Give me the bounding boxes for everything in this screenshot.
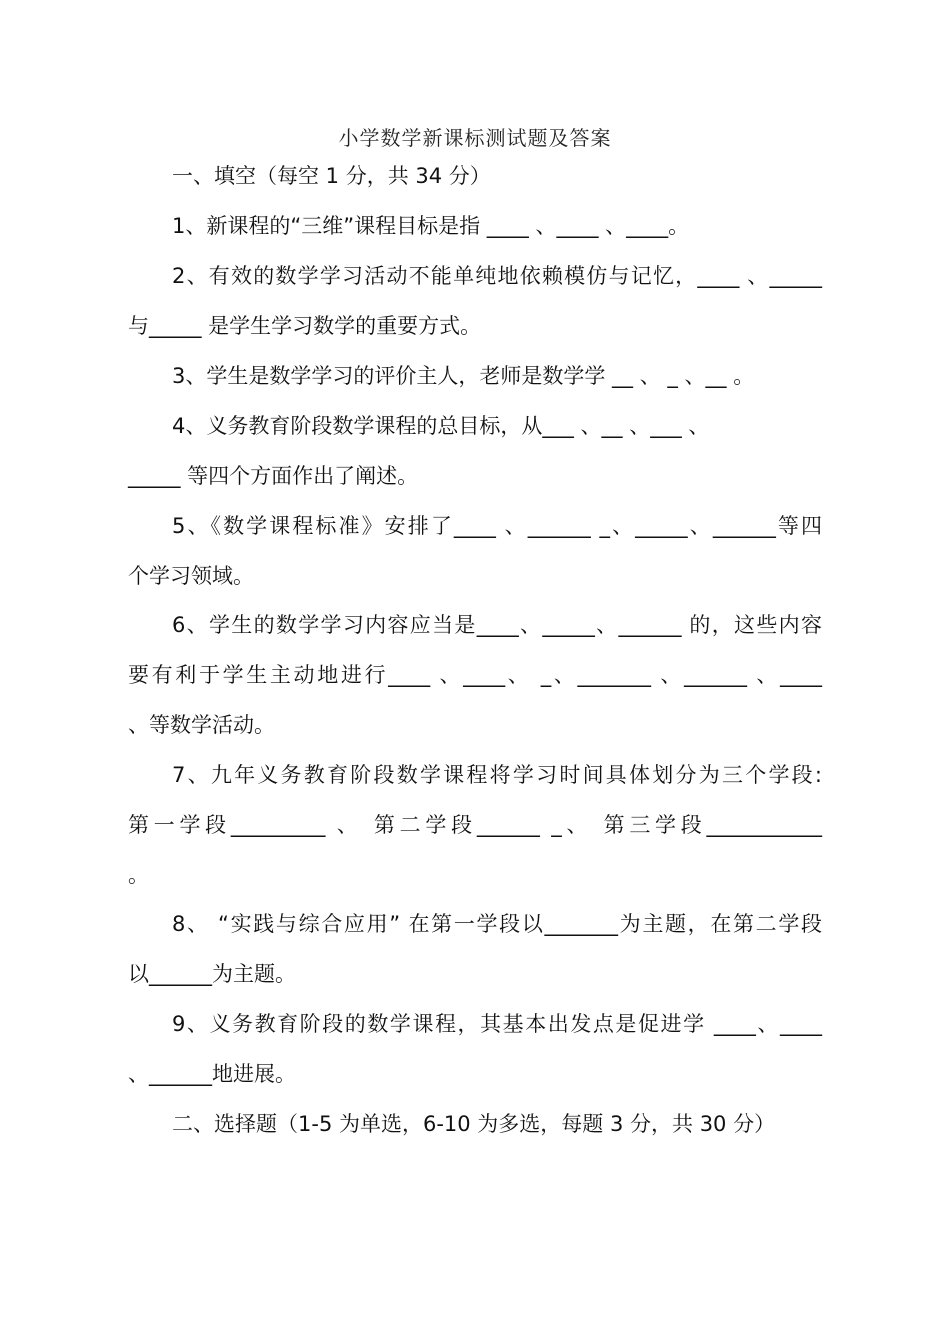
question-9-line-2: 、______地进展。 xyxy=(128,1062,296,1086)
question-7-line-3: 。 xyxy=(128,863,149,887)
question-7-line-1: 7、九年义务教育阶段数学课程将学习时间具体划分为三个学段: xyxy=(172,763,822,787)
document-title: 小学数学新课标测试题及答案 xyxy=(338,126,612,150)
question-6-line-1: 6、学生的数学学习内容应当是____、_____、______ 的，这些内容 xyxy=(172,613,822,637)
question-3: 3、学生是数学学习的评价主人，老师是数学学 __ 、 _ 、__ 。 xyxy=(172,364,755,388)
question-5-line-1: 5、《数学课程标准》安排了____ 、______ _、_____、______等四 xyxy=(172,514,822,538)
question-4-line-1: 4、义务教育阶段数学课程的总目标，从___ 、__ 、___ 、 xyxy=(172,414,710,438)
question-2-line-1: 2、有效的数学学习活动不能单纯地依赖模仿与记忆，____ 、_____ xyxy=(172,264,822,288)
question-6-line-2: 要有利于学生主动地进行____ 、____、 _、_______ 、______ 、____ xyxy=(128,663,822,687)
question-8-line-1: 8、 “实践与综合应用” 在第一学段以_______为主题，在第二学段 xyxy=(172,912,822,936)
question-1: 1、新课程的“三维”课程目标是指 ____ 、____ 、____。 xyxy=(172,214,690,238)
section2-heading: 二、选择题（1-5 为单选，6-10 为多选，每题 3 分，共 30 分） xyxy=(172,1112,776,1136)
question-5-line-2: 个学习领域。 xyxy=(128,564,254,588)
question-9-line-1: 9、义务教育阶段的数学课程，其基本出发点是促进学 ____、____ xyxy=(172,1012,822,1036)
question-4-line-2: _____ 等四个方面作出了阐述。 xyxy=(128,464,419,488)
question-7-line-2: 第一学段_________ 、 第二学段______ _、 第三学段___________ xyxy=(128,813,822,837)
question-6-line-3: 、等数学活动。 xyxy=(128,713,275,737)
question-8-line-2: 以______为主题。 xyxy=(128,962,296,986)
question-2-line-2: 与_____ 是学生学习数学的重要方式。 xyxy=(128,314,482,338)
section1-heading: 一、填空（每空 1 分，共 34 分） xyxy=(172,164,491,188)
